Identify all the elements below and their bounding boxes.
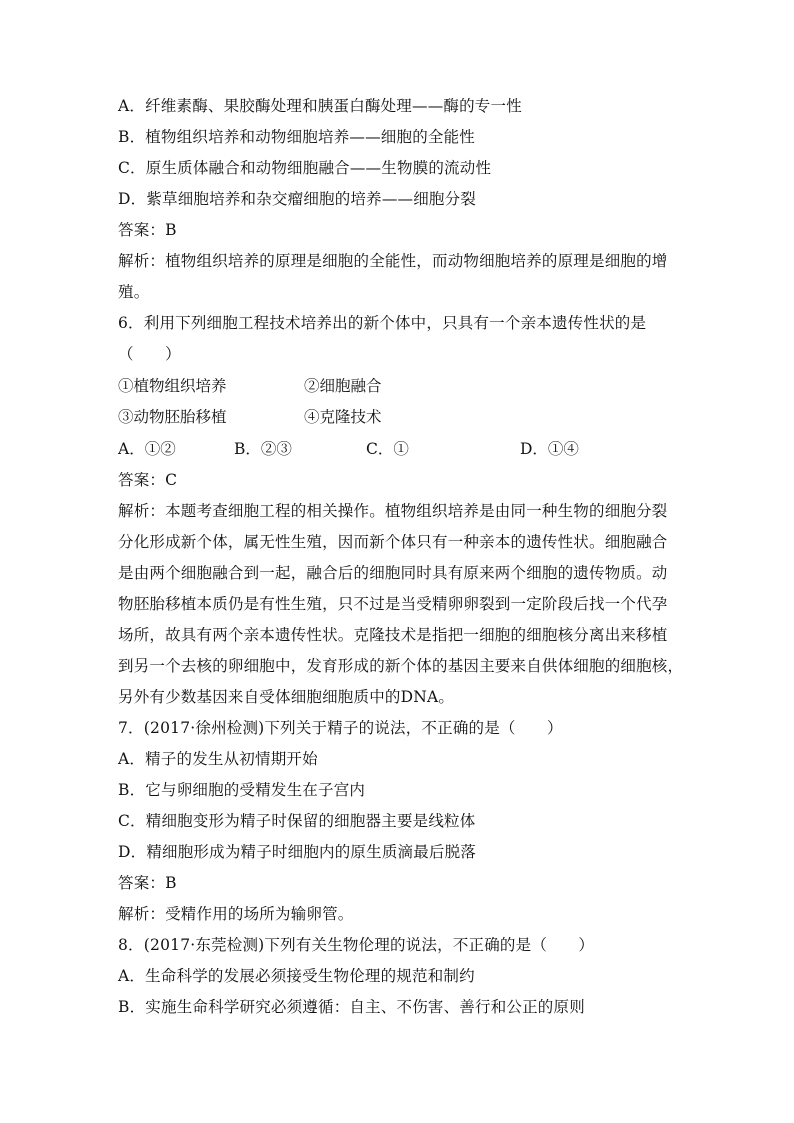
- q6-explanation-line: 分化形成新个体，属无性生殖，因而新个体只有一种亲本的遗传性状。细胞融合: [118, 533, 668, 551]
- q6-explanation-line: 到另一个去核的卵细胞中，发育形成的新个体的基因主要来自供体细胞的细胞核，: [118, 657, 684, 675]
- q7-answer: 答案：B: [118, 874, 177, 892]
- q6-item: ②细胞融合: [304, 377, 382, 395]
- q5-answer: 答案：B: [118, 221, 177, 239]
- q6-explanation-line: 另外有少数基因来自受体细胞细胞质中的DNA。: [118, 688, 455, 706]
- q7-option-d: D．精细胞形成为精子时细胞内的原生质滴最后脱落: [118, 843, 477, 861]
- q7-stem: 7．(2017·徐州检测)下列关于精子的说法，不正确的是（ ）: [118, 719, 563, 737]
- q6-stem: 6．利用下列细胞工程技术培养出的新个体中，只具有一个亲本遗传性状的是: [118, 314, 647, 332]
- q8-option-a: A．生命科学的发展必须接受生物伦理的规范和制约: [118, 967, 475, 985]
- q6-answer: 答案：C: [118, 471, 178, 489]
- q8-option-b: B．实施生命科学研究必须遵循：自主、不伤害、善行和公正的原则: [118, 998, 585, 1016]
- q6-item: ③动物胚胎移植: [118, 408, 227, 426]
- q6-choice-a: A．①②: [118, 440, 176, 458]
- q6-choice-d: D．①④: [520, 440, 579, 458]
- q7-option-a: A．精子的发生从初情期开始: [118, 750, 318, 768]
- q5-option-a: A．纤维素酶、果胶酶处理和胰蛋白酶处理——酶的专一性: [118, 97, 522, 115]
- q6-explanation-line: 是由两个细胞融合到一起，融合后的细胞同时具有原来两个细胞的遗传物质。动: [118, 564, 668, 582]
- q6-item: ①植物组织培养: [118, 377, 227, 395]
- q5-explanation-line: 解析：植物组织培养的原理是细胞的全能性，而动物细胞培养的原理是细胞的增: [118, 252, 668, 270]
- q6-choice-c: C．①: [366, 440, 409, 458]
- q6-item: ④克隆技术: [304, 408, 382, 426]
- q5-explanation-line: 殖。: [118, 283, 150, 301]
- q5-option-b: B．植物组织培养和动物细胞培养——细胞的全能性: [118, 128, 475, 146]
- q7-explanation: 解析：受精作用的场所为输卵管。: [118, 905, 354, 923]
- q7-option-b: B．它与卵细胞的受精发生在子宫内: [118, 781, 366, 799]
- q6-explanation-line: 物胚胎移植本质仍是有性生殖，只不过是当受精卵卵裂到一定阶段后找一个代孕: [118, 595, 668, 613]
- q6-blank: （ ）: [118, 345, 181, 363]
- q6-explanation-line: 解析：本题考查细胞工程的相关操作。植物组织培养是由同一种生物的细胞分裂: [118, 502, 668, 520]
- q6-explanation-line: 场所，故具有两个亲本遗传性状。克隆技术是指把一细胞的细胞核分离出来移植: [118, 626, 668, 644]
- q6-choice-b: B．②③: [234, 440, 292, 458]
- q5-option-c: C．原生质体融合和动物细胞融合——生物膜的流动性: [118, 159, 492, 177]
- q8-stem: 8．(2017·东莞检测)下列有关生物伦理的说法，不正确的是（ ）: [118, 936, 595, 954]
- q5-option-d: D．紫草细胞培养和杂交瘤细胞的培养——细胞分裂: [118, 190, 477, 208]
- q7-option-c: C．精细胞变形为精子时保留的细胞器主要是线粒体: [118, 812, 476, 830]
